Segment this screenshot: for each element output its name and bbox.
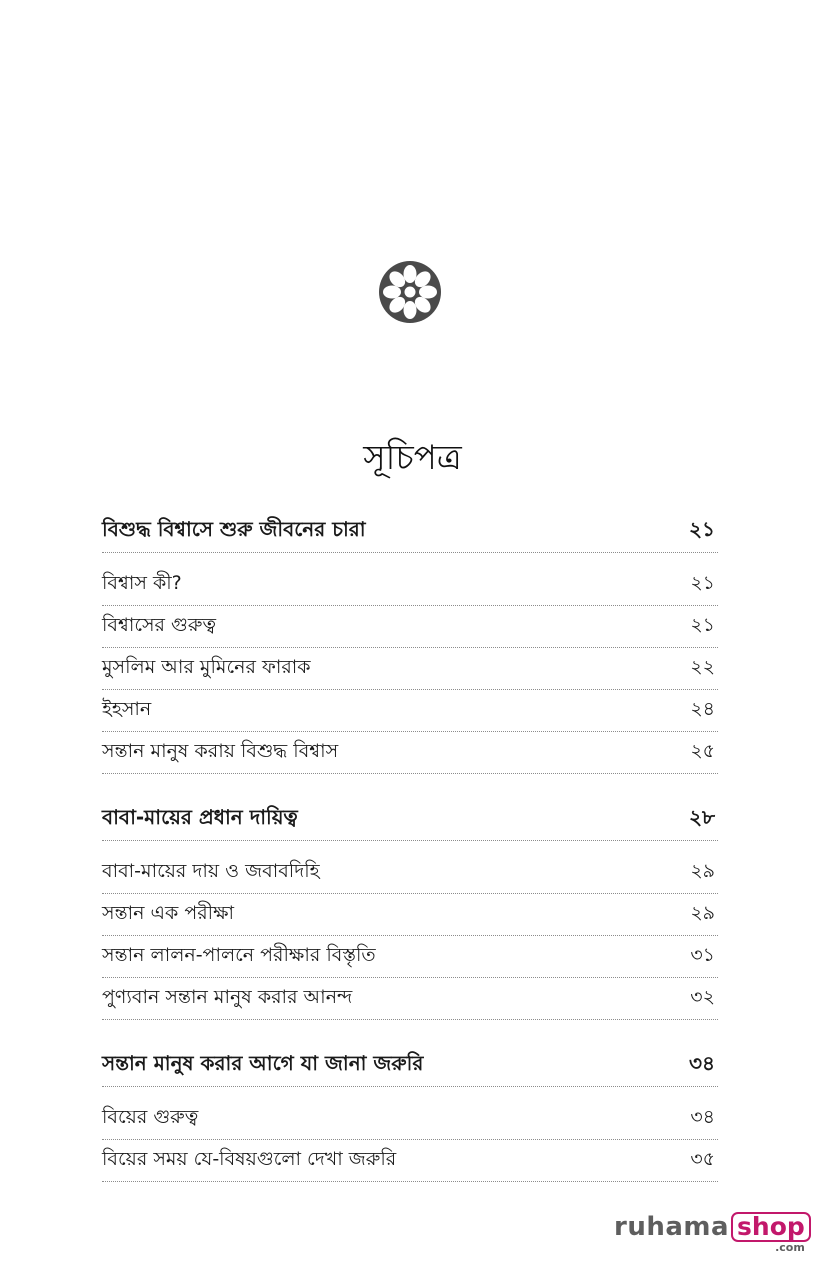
toc-page-number: ২৯ — [690, 860, 715, 882]
toc-section — [102, 506, 718, 774]
toc-page-number: ২৪ — [690, 698, 715, 720]
toc-entry[interactable] — [102, 564, 718, 606]
logo-text-domain: .com — [775, 1241, 805, 1254]
toc-entry[interactable] — [102, 1140, 718, 1182]
toc-page-number: ৩৪ — [689, 1051, 715, 1075]
toc-section — [102, 1040, 718, 1182]
page-title: সূচিপত্র — [363, 438, 462, 478]
toc-page-number: ২২ — [690, 656, 715, 678]
toc-entry[interactable] — [102, 936, 718, 978]
toc-page-number: ২১ — [690, 572, 715, 594]
toc-page-number: ২৫ — [690, 740, 715, 762]
toc-entry[interactable] — [102, 648, 718, 690]
toc-entry-label: বাবা-মায়ের দায় ও জবাবদিহি — [102, 860, 320, 882]
toc-entry-label: বিশ্বাস কী? — [102, 572, 182, 594]
toc-page-number: ৩৫ — [690, 1148, 715, 1170]
toc-entry-label: বিশ্বাসের গুরুত্ব — [102, 614, 216, 636]
logo-text-shop: shop — [731, 1212, 811, 1242]
toc-entry-label: সন্তান লালন-পালনে পরীক্ষার বিস্তৃতি — [102, 944, 376, 966]
toc-entry-label: বাবা-মায়ের প্রধান দায়িত্ব — [102, 805, 298, 829]
toc-chapter-heading[interactable] — [102, 506, 718, 553]
toc-page-number: ৩৪ — [690, 1106, 715, 1128]
toc-entry[interactable] — [102, 1098, 718, 1140]
toc-entry[interactable] — [102, 690, 718, 732]
toc-page-number: ২৮ — [689, 805, 715, 829]
ruhamashop-watermark-logo — [614, 1212, 811, 1252]
toc-page-number: ২১ — [690, 614, 715, 636]
toc-chapter-heading[interactable] — [102, 1040, 718, 1087]
toc-entry-label: মুসলিম আর মুমিনের ফারাক — [102, 656, 311, 678]
toc-page-number: ২১ — [689, 517, 715, 541]
toc-section — [102, 794, 718, 1020]
toc-entry[interactable] — [102, 894, 718, 936]
toc-page-number: ৩১ — [690, 944, 715, 966]
toc-entry[interactable] — [102, 852, 718, 894]
logo-text-ruhama: ruhama — [614, 1212, 730, 1242]
toc-page-number: ২৯ — [690, 902, 715, 924]
toc-entry[interactable] — [102, 978, 718, 1020]
toc-entry-label: বিয়ের গুরুত্ব — [102, 1106, 199, 1128]
toc-entry-label: সন্তান এক পরীক্ষা — [102, 902, 235, 924]
flower-ornament-icon — [378, 260, 442, 324]
toc-entry-label: ইহসান — [102, 698, 152, 720]
toc-entry[interactable] — [102, 606, 718, 648]
toc-entry-label: সন্তান মানুষ করায় বিশুদ্ধ বিশ্বাস — [102, 740, 339, 762]
toc-page-number: ৩২ — [690, 986, 715, 1008]
toc-chapter-heading[interactable] — [102, 794, 718, 841]
toc-entry-label: বিশুদ্ধ বিশ্বাসে শুরু জীবনের চারা — [102, 517, 366, 541]
toc-entry-label: বিয়ের সময় যে-বিষয়গুলো দেখা জরুরি — [102, 1148, 397, 1170]
toc-entry[interactable] — [102, 732, 718, 774]
toc-entry-label: সন্তান মানুষ করার আগে যা জানা জরুরি — [102, 1051, 424, 1075]
table-of-contents — [102, 506, 718, 1202]
logo-badge — [731, 1212, 811, 1254]
toc-entry-label: পুণ্যবান সন্তান মানুষ করার আনন্দ — [102, 986, 353, 1008]
